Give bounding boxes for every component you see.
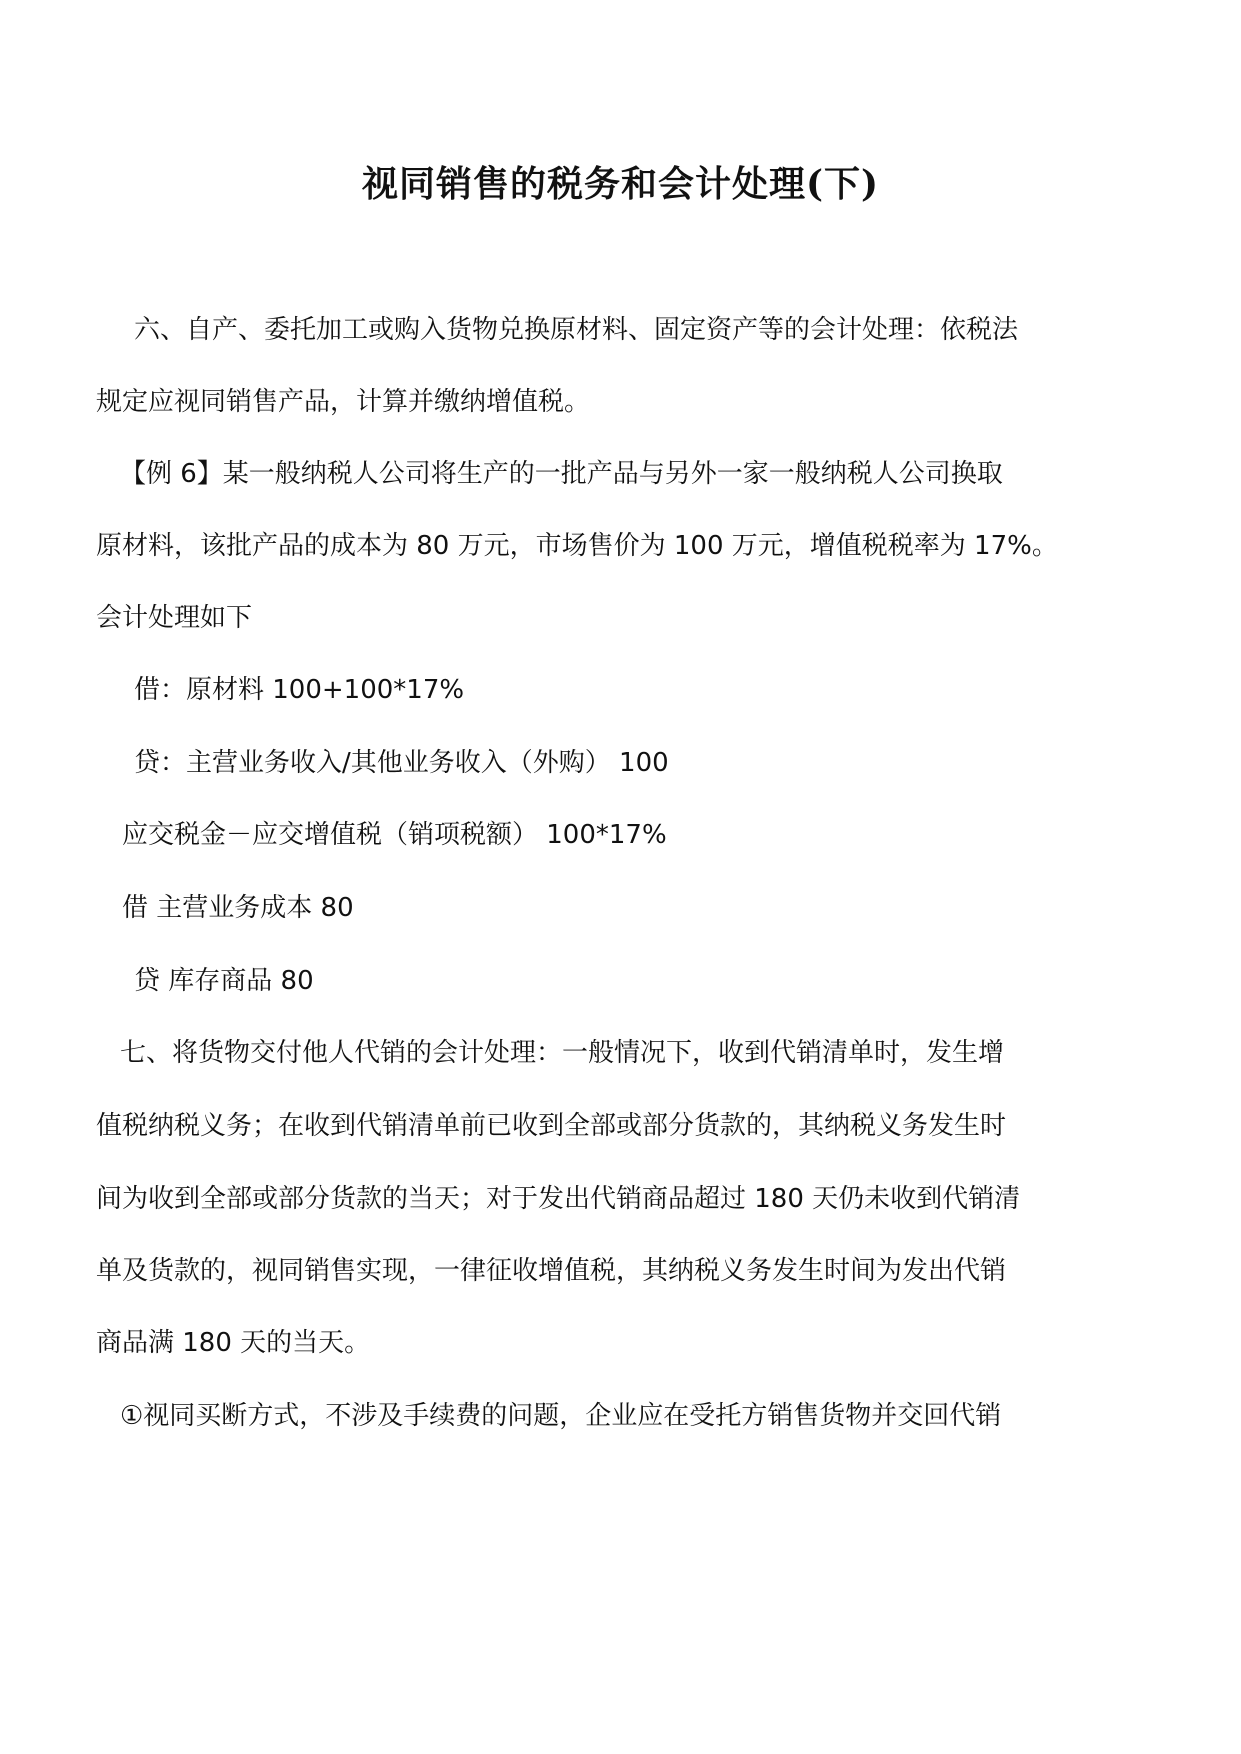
document-title: 视同销售的税务和会计处理(下) (361, 163, 880, 205)
journal-entry-line: 借 主营业务成本 80 (122, 893, 354, 923)
paragraph-line: 会计处理如下 (96, 603, 253, 633)
journal-entry-line: 贷：主营业务收入/其他业务收入（外购） 100 (134, 748, 669, 778)
journal-entry-line: 应交税金－应交增值税（销项税额） 100*17% (122, 820, 667, 850)
paragraph-line: 商品满 180 天的当天。 (96, 1328, 371, 1358)
paragraph-line: ①视同买断方式，不涉及手续费的问题，企业应在受托方销售货物并交回代销 (120, 1401, 1002, 1431)
journal-entry-line: 贷 库存商品 80 (134, 966, 314, 996)
paragraph-line: 间为收到全部或部分货款的当天；对于发出代销商品超过 180 天仍未收到代销清 (96, 1184, 1021, 1214)
paragraph-line: 【例 6】某一般纳税人公司将生产的一批产品与另外一家一般纳税人公司换取 (120, 459, 1003, 489)
paragraph-line: 原材料，该批产品的成本为 80 万元，市场售价为 100 万元，增值税税率为 17%。 (96, 531, 1058, 561)
paragraph-line: 规定应视同销售产品，计算并缴纳增值税。 (96, 387, 591, 417)
journal-entry-line: 借：原材料 100+100*17% (134, 675, 465, 705)
paragraph-line: 七、将货物交付他人代销的会计处理：一般情况下，收到代销清单时，发生增 (120, 1038, 1005, 1068)
paragraph-line: 值税纳税义务；在收到代销清单前已收到全部或部分货款的，其纳税义务发生时 (96, 1111, 1007, 1141)
paragraph-line: 单及货款的，视同销售实现，一律征收增值税，其纳税义务发生时间为发出代销 (96, 1256, 1007, 1286)
paragraph-line: 六、自产、委托加工或购入货物兑换原材料、固定资产等的会计处理：依税法 (134, 315, 1019, 345)
